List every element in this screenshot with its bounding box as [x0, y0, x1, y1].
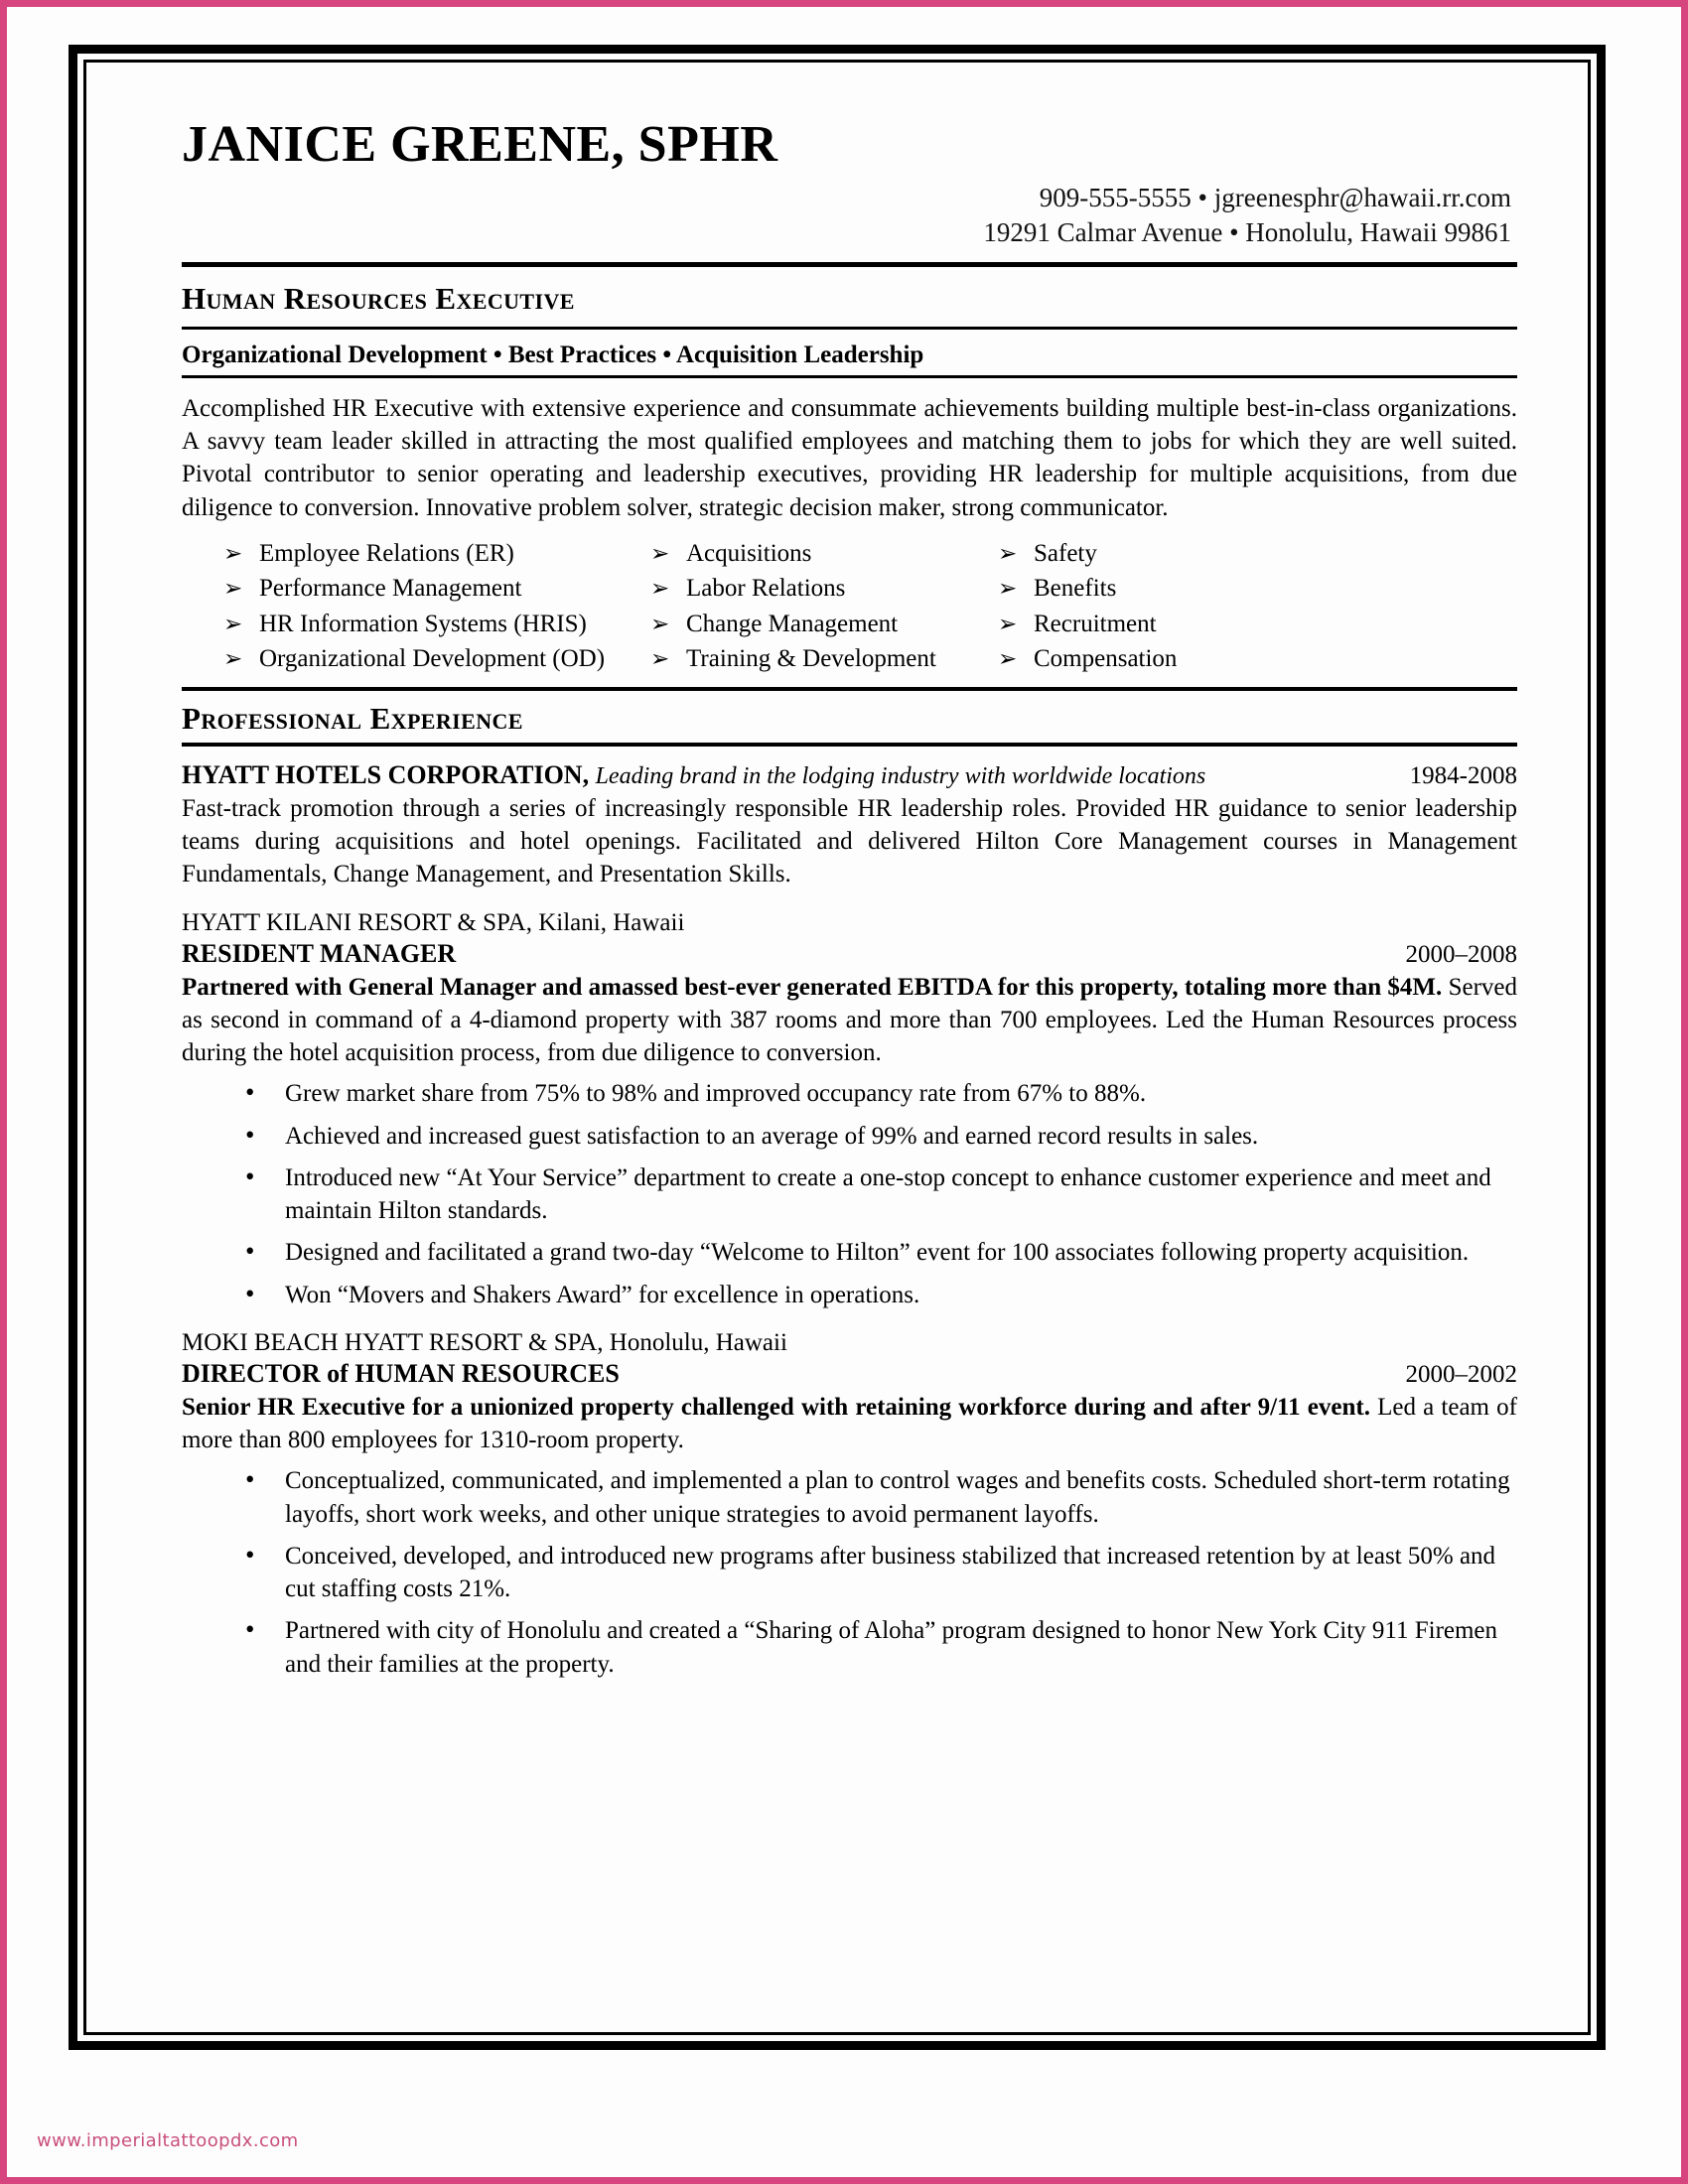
role-summary-rest: Served as second in command of a 4-diamond property with 387 rooms and more than 700 employees. Led the Human Resources process during the hotel acquisition process, from due diligence to conversion. — [182, 973, 1518, 1067]
list-item — [998, 641, 1296, 677]
list-item — [223, 571, 650, 607]
competency-label: Acquisitions — [686, 539, 812, 567]
arrow-bullet-icon: ➢ — [223, 576, 243, 602]
competency-label: Training & Development — [686, 645, 936, 673]
contact-info — [182, 181, 1517, 250]
arrow-bullet-icon: ➢ — [998, 611, 1018, 636]
watermark-url: www.imperialtattoopdx.com — [37, 2130, 299, 2151]
employer-header — [182, 760, 1517, 790]
competency-label: Safety — [1034, 539, 1097, 567]
role-summary — [182, 971, 1517, 1070]
list-item — [650, 571, 998, 607]
role-summary-rest: Led a team of more than 800 employees for 1310-room property. — [182, 1393, 1517, 1454]
list-item: • Introduced new “At Your Service” department to create a one-stop concept to enhance customer experience and meet and maintain Hilton standards. — [239, 1161, 1517, 1228]
role-entry — [182, 1329, 1517, 1681]
role-achievements — [182, 1464, 1517, 1681]
list-item — [223, 607, 650, 642]
list-item: • Achieved and increased guest satisfaction to an average of 99% and earned record results in sales. — [239, 1120, 1517, 1153]
role-summary-bold: Senior HR Executive for a unionized property challenged with retaining workforce during and after 9/11 event. — [182, 1393, 1370, 1421]
list-item: • Won “Movers and Shakers Award” for excellence in operations. — [239, 1279, 1517, 1311]
competency-label: HR Information Systems (HRIS) — [259, 610, 587, 637]
list-item: • Conceptualized, communicated, and implemented a plan to control wages and benefits costs. Scheduled short-term rotating layoffs, short work weeks, and other unique strategies to avoid permanent layoffs. — [239, 1464, 1517, 1531]
competency-column-1 — [223, 536, 650, 677]
competency-label: Change Management — [686, 610, 899, 637]
employer-descriptor: Leading brand in the lodging industry with worldwide locations — [595, 762, 1206, 789]
role-entry — [182, 909, 1517, 1311]
core-competencies — [182, 536, 1517, 677]
professional-summary: Accomplished HR Executive with extensive experience and consummate achievements building multiple best-in-class organizations. A savvy team leader skilled in attracting the most qualified employees and matching them to jobs for which they are well suited. Pivotal contributor to senior operating and leadership executives, providing HR leadership for multiple acquisitions, from due diligence to conversion. Innovative problem solver, strategic decision maker, strong communicator. — [182, 394, 1517, 521]
competency-label: Recruitment — [1034, 610, 1157, 637]
contact-phone-email: 909-555-5555 • jgreenesphr@hawaii.rr.com — [1039, 182, 1511, 212]
arrow-bullet-icon: ➢ — [650, 611, 670, 636]
employer-dates: 1984-2008 — [1409, 761, 1517, 789]
role-property: MOKI BEACH HYATT RESORT & SPA, Honolulu, Hawaii — [182, 1328, 787, 1356]
competency-label: Performance Management — [259, 575, 522, 603]
list-item: • Conceived, developed, and introduced new programs after business stabilized that increased retention by at least 50% and cut staffing costs 21%. — [239, 1540, 1517, 1606]
list-item: • Grew market share from 75% to 98% and improved occupancy rate from 67% to 88%. — [239, 1077, 1517, 1110]
tagline: Organizational Development • Best Practices • Acquisition Leadership — [182, 341, 924, 368]
section-title-experience: Professional Experience — [182, 700, 523, 736]
title-divider — [182, 327, 1517, 330]
role-summary — [182, 1391, 1517, 1457]
role-title: RESIDENT MANAGER — [182, 938, 457, 968]
header-divider — [182, 262, 1517, 267]
page-title: Human Resources Executive — [182, 280, 575, 316]
list-item: • Partnered with city of Honolulu and created a “Sharing of Aloha” program designed to honor New York City 911 Firemen and their families at the property. — [239, 1614, 1517, 1681]
list-item — [998, 607, 1296, 642]
role-title-line — [182, 939, 1517, 969]
role-title-line — [182, 1359, 1517, 1389]
competency-label: Benefits — [1034, 575, 1117, 603]
arrow-bullet-icon: ➢ — [650, 646, 670, 672]
arrow-bullet-icon: ➢ — [650, 540, 670, 566]
arrow-bullet-icon: ➢ — [223, 611, 243, 636]
experience-bottom-divider — [182, 743, 1517, 747]
arrow-bullet-icon: ➢ — [998, 646, 1018, 672]
candidate-name: JANICE GREENE, SPHR — [182, 116, 778, 173]
employer-summary: Fast-track promotion through a series of increasingly responsible HR leadership roles. Provided HR guidance to senior leadership teams during acquisitions and hotel openings. Facilitated and delivered Hilton Core Management courses in Management Fundamentals, Change Management, and Presentation Skills. — [182, 794, 1517, 888]
list-item: • Designed and facilitated a grand two-day “Welcome to Hilton” event for 100 associates following property acquisition. — [239, 1236, 1517, 1269]
tagline-divider — [182, 375, 1517, 378]
competency-column-3 — [998, 536, 1296, 677]
arrow-bullet-icon: ➢ — [998, 576, 1018, 602]
employer-name-line — [182, 760, 1205, 790]
role-summary-bold: Partnered with General Manager and amassed best-ever generated EBITDA for this property, totaling more than $4M. — [182, 973, 1443, 1001]
role-dates: 2000–2002 — [1405, 1360, 1517, 1388]
resume-header — [182, 118, 1517, 267]
role-property: HYATT KILANI RESORT & SPA, Kilani, Hawaii — [182, 908, 685, 936]
contact-address: 19291 Calmar Avenue • Honolulu, Hawaii 99861 — [983, 216, 1511, 247]
list-item — [998, 571, 1296, 607]
list-item — [650, 536, 998, 572]
competency-label: Compensation — [1034, 645, 1178, 673]
list-item — [650, 641, 998, 677]
role-dates: 2000–2008 — [1405, 940, 1517, 968]
arrow-bullet-icon: ➢ — [998, 540, 1018, 566]
role-achievements — [182, 1077, 1517, 1311]
arrow-bullet-icon: ➢ — [223, 646, 243, 672]
list-item — [650, 607, 998, 642]
competency-label: Employee Relations (ER) — [259, 539, 514, 567]
list-item — [223, 641, 650, 677]
employer-entry — [182, 760, 1517, 1681]
arrow-bullet-icon: ➢ — [650, 576, 670, 602]
role-title: DIRECTOR of HUMAN RESOURCES — [182, 1358, 620, 1388]
competency-column-2 — [650, 536, 998, 677]
experience-top-divider — [182, 687, 1517, 691]
arrow-bullet-icon: ➢ — [223, 540, 243, 566]
list-item — [223, 536, 650, 572]
resume-content — [182, 118, 1517, 1699]
competency-label: Labor Relations — [686, 575, 846, 603]
list-item — [998, 536, 1296, 572]
employer-name: HYATT HOTELS CORPORATION, — [182, 759, 590, 789]
competency-label: Organizational Development (OD) — [259, 645, 606, 673]
resume-document-frame — [69, 45, 1606, 2050]
